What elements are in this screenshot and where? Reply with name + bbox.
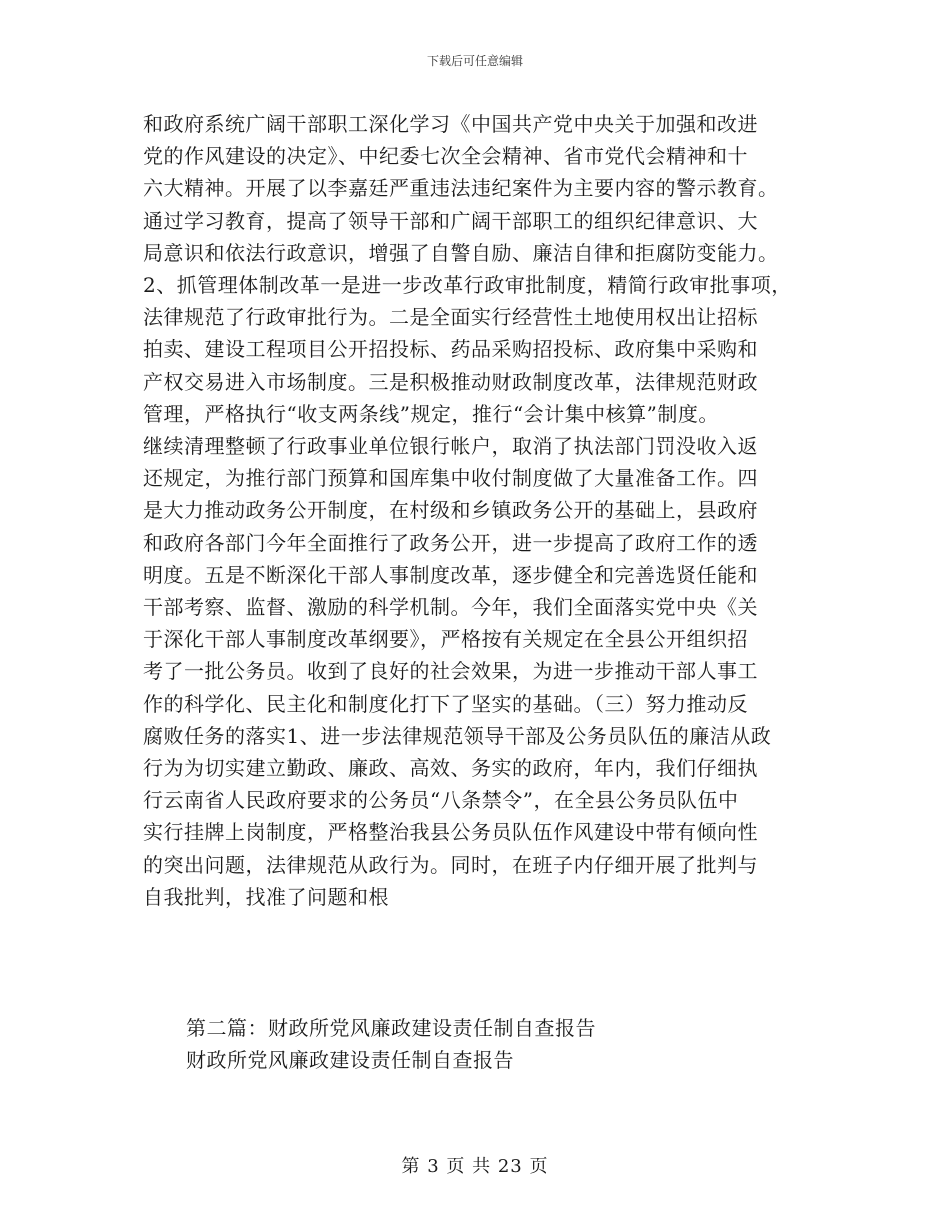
body-line: 行为为切实建立勤政、廉政、高效、务实的政府，年内，我们仔细执 (143, 756, 758, 781)
body-line: 干部考察、监督、激励的科学机制。今年，我们全面落实党中央《关 (143, 595, 758, 620)
body-line: 和政府各部门今年全面推行了政务公开，进一步提高了政府工作的透 (143, 530, 758, 555)
body-line: 2、抓管理体制改革一是进一步改革行政审批制度，精简行政审批事项， (143, 273, 792, 298)
body-text (143, 108, 823, 913)
body-line: 于深化干部人事制度改革纲要》，严格按有关规定在全县公开组织招 (143, 627, 748, 652)
body-line: 党的作风建设的决定》、中纪委七次全会精神、省市党代会精神和十 (143, 144, 748, 169)
body-line: 继续清理整顿了行政事业单位银行帐户，取消了执法部门罚没收入返 (143, 434, 758, 459)
body-line: 拍卖、建设工程项目公开招投标、药品采购招投标、政府集中采购和 (143, 337, 758, 362)
body-line: 自我批判，找准了问题和根 (143, 884, 389, 909)
body-line: 产权交易进入市场制度。三是积极推动财政制度改革，法律规范财政 (143, 369, 758, 394)
body-line: 通过学习教育，提高了领导干部和广阔干部职工的组织纪律意识、大 (143, 208, 758, 233)
body-line: 实行挂牌上岗制度，严格整治我县公务员队伍作风建设中带有倾向性 (143, 820, 758, 845)
body-line: 的突出问题，法律规范从政行为。同时，在班子内仔细开展了批判与 (143, 852, 758, 877)
section-title: 第二篇：财政所党风廉政建设责任制自查报告 (186, 1016, 596, 1040)
report-title: 财政所党风廉政建设责任制自查报告 (186, 1048, 514, 1072)
body-line: 作的科学化、民主化和制度化打下了坚实的基础。（三）努力推动反 (143, 691, 748, 716)
body-line: 六大精神。开展了以李嘉廷严重违法违纪案件为主要内容的警示教育。 (143, 176, 779, 201)
body-line: 和政府系统广阔干部职工深化学习《中国共产党中央关于加强和改进 (143, 112, 758, 136)
body-line: 行云南省人民政府要求的公务员“八条禁令”，在全县公务员队伍中 (143, 788, 739, 813)
body-line: 管理，严格执行“收支两条线”规定，推行“会计集中核算”制度。 (143, 401, 719, 426)
body-line: 考了一批公务员。收到了良好的社会效果，为进一步推动干部人事工 (143, 659, 758, 684)
body-line: 局意识和依法行政意识，增强了自警自励、廉洁自律和拒腐防变能力。 (143, 240, 779, 265)
body-line: 法律规范了行政审批行为。二是全面实行经营性土地使用权出让招标 (143, 305, 758, 330)
body-line: 腐败任务的落实1、进一步法律规范领导干部及公务员队伍的廉洁从政 (143, 723, 772, 748)
page-header: 下载后可任意编辑 (426, 54, 523, 68)
section-headings (186, 1012, 826, 1076)
page-number: 第 3 页 共 23 页 (401, 1156, 549, 1177)
body-line: 是大力推动政务公开制度，在村级和乡镇政务公开的基础上，县政府 (143, 498, 758, 523)
body-line: 还规定，为推行部门预算和国库集中收付制度做了大量准备工作。四 (143, 466, 758, 491)
body-line: 明度。五是不断深化干部人事制度改革，逐步健全和完善选贤任能和 (143, 562, 758, 587)
